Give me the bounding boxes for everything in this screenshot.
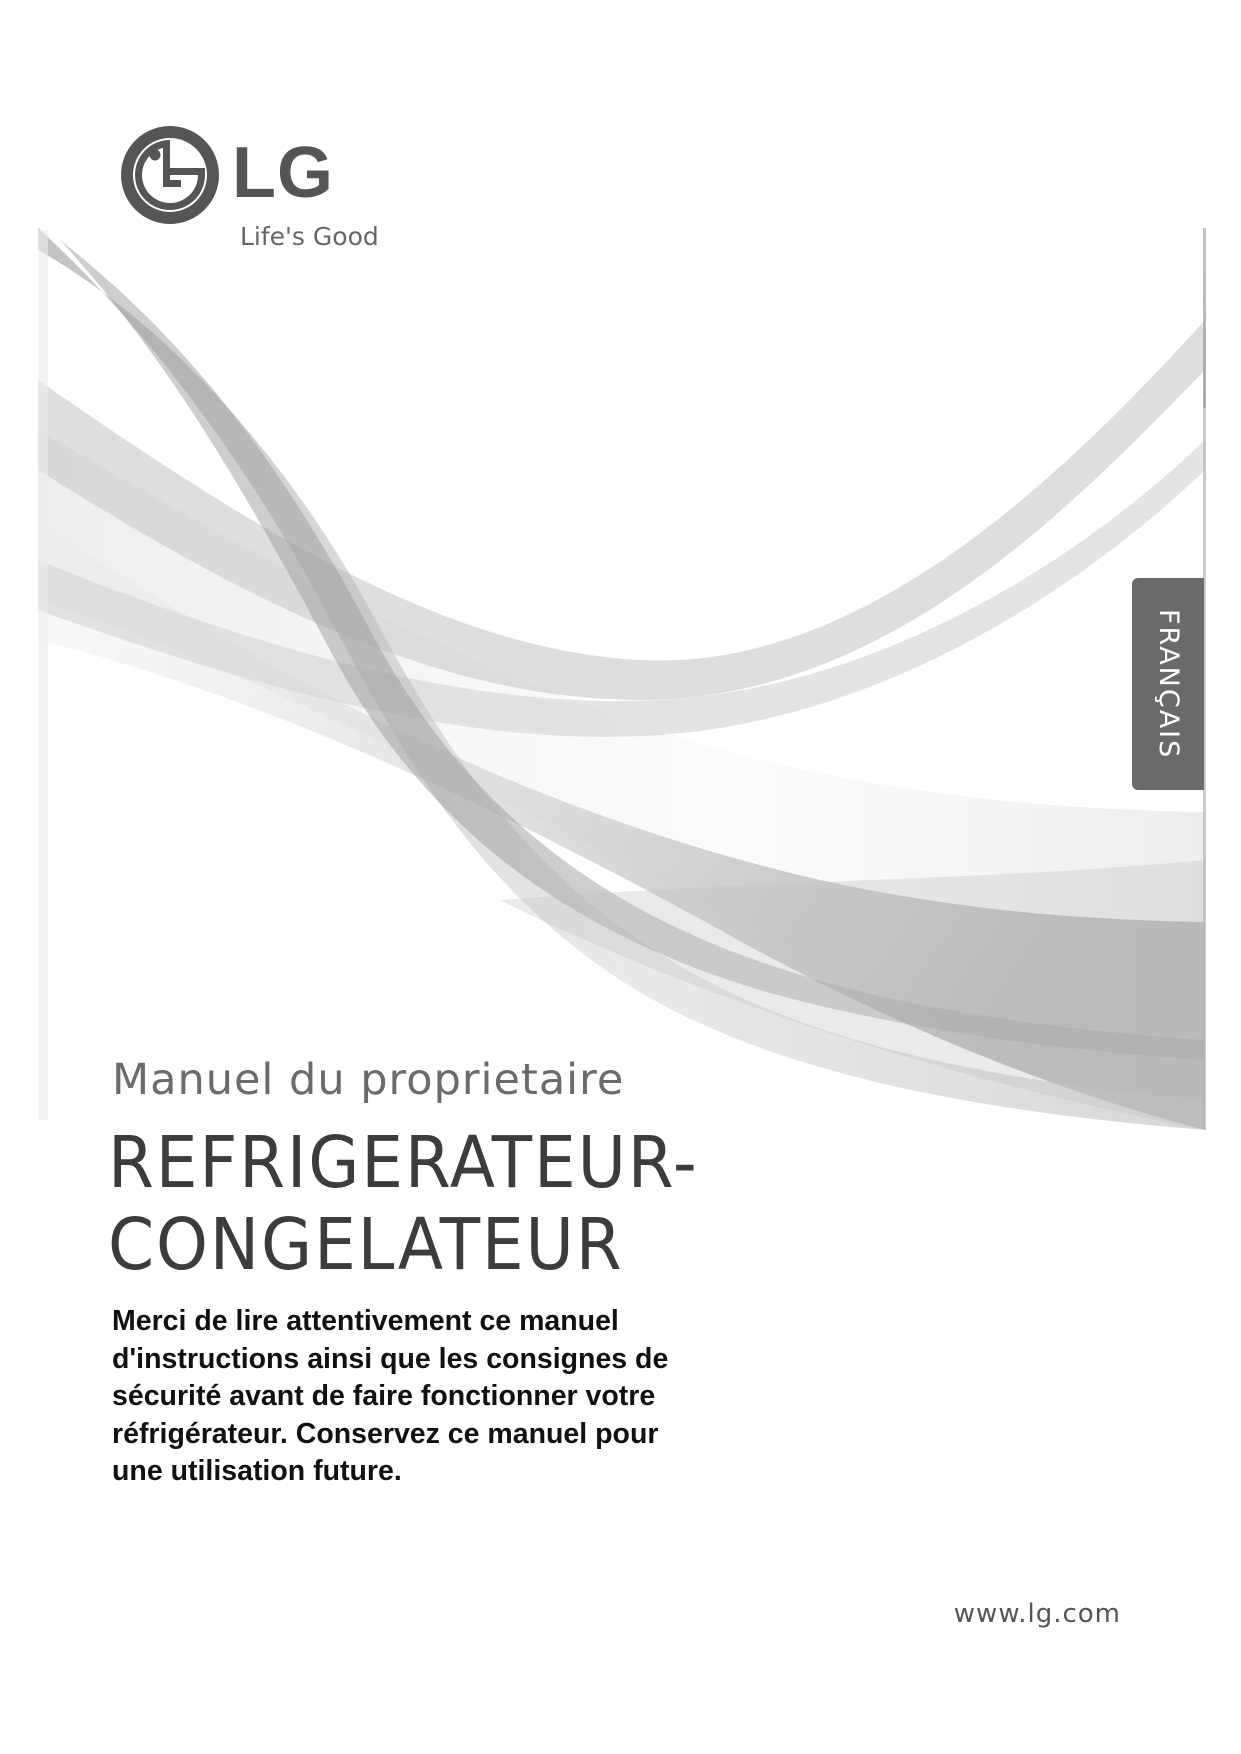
product-title	[108, 1122, 945, 1286]
manual-subtitle: Manuel du proprietaire	[112, 1055, 625, 1105]
brand-slogan: Life's Good	[240, 222, 379, 251]
product-title-line-2: CONGELATEUR	[108, 1203, 624, 1286]
intro-paragraph: Merci de lire attentivement ce manuel d'instructions ainsi que les consignes de sécurité avant de faire fonctionner votre réfrigérateur. Conservez ce manuel pour une utilisation future.	[112, 1305, 669, 1487]
product-title-line-1: REFRIGERATEUR-	[108, 1121, 699, 1204]
lg-logo	[120, 125, 420, 255]
language-tab-label: FRANÇAIS	[1153, 608, 1184, 760]
website-url: www.lg.com	[953, 1599, 1121, 1629]
lg-face-logo-icon	[120, 125, 220, 225]
lg-wordmark: LG	[232, 133, 334, 213]
